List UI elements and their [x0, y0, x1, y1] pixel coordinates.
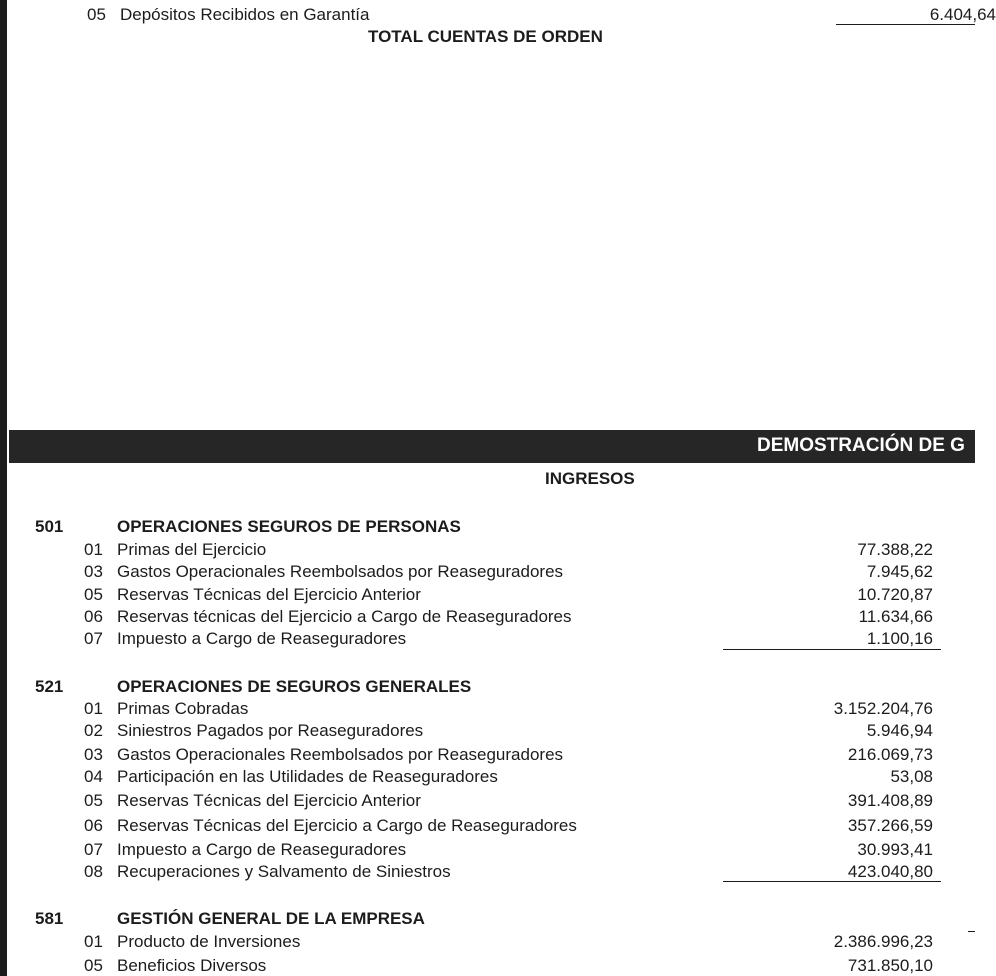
row-value: 357.266,59: [847, 816, 933, 835]
row-value: 216.069,73: [847, 745, 933, 764]
row-code: 06: [84, 816, 103, 835]
statement-title-banner: [9, 430, 975, 463]
row-value: 1.100,16: [866, 629, 933, 648]
row-value: 3.152.204,76: [833, 699, 933, 718]
ingresos-heading: INGRESOS: [545, 469, 635, 488]
row-label: Siniestros Pagados por Reaseguradores: [117, 721, 424, 740]
row-value: 2.386.996,23: [833, 932, 933, 951]
row-code: 01: [84, 540, 103, 559]
row-label: Reservas Técnicas del Ejercicio Anterior: [117, 585, 421, 604]
subtotal-underline: [836, 24, 975, 25]
section-code: 521: [35, 677, 64, 696]
left-border-rule: [0, 0, 7, 976]
row-value: 423.040,80: [847, 862, 933, 881]
row-code: 05: [84, 791, 103, 810]
row-value: 6.404,64: [929, 5, 996, 24]
row-value: 7.945,62: [866, 562, 933, 581]
section-code: 581: [35, 909, 64, 928]
section-title: OPERACIONES SEGUROS DE PERSONAS: [117, 517, 461, 536]
section-title: OPERACIONES DE SEGUROS GENERALES: [117, 677, 472, 696]
row-label: Impuesto a Cargo de Reaseguradores: [117, 840, 407, 859]
row-label: Impuesto a Cargo de Reaseguradores: [117, 629, 407, 648]
section-code: 501: [35, 517, 64, 536]
row-value: 11.634,66: [858, 607, 933, 626]
row-value: 30.993,41: [857, 840, 933, 859]
row-code: 02: [84, 721, 103, 740]
row-label: Participación en las Utilidades de Reaseguradores: [117, 767, 498, 786]
row-code: 01: [84, 699, 103, 718]
row-code: 07: [84, 840, 103, 859]
row-label: Primas del Ejercicio: [117, 540, 267, 559]
total-cuentas-de-orden-label: TOTAL CUENTAS DE ORDEN: [368, 27, 603, 46]
row-code: 01: [84, 932, 103, 951]
row-value: 53,08: [890, 767, 933, 786]
row-label: Reservas Técnicas del Ejercicio a Cargo de Reaseguradores: [117, 816, 577, 835]
row-value: 5.946,94: [866, 721, 933, 740]
row-label: Depósitos Recibidos en Garantía: [120, 5, 370, 24]
row-code: 05: [87, 5, 106, 24]
row-label: Primas Cobradas: [117, 699, 249, 718]
row-code: 05: [84, 956, 103, 975]
row-label: Beneficios Diversos: [117, 956, 267, 975]
row-code: 08: [84, 862, 103, 881]
row-value: 391.408,89: [847, 791, 933, 810]
subtotal-underline: [723, 881, 941, 882]
row-label: Reservas técnicas del Ejercicio a Cargo de Reaseguradores: [117, 607, 572, 626]
row-value: 10.720,87: [857, 585, 933, 604]
statement-title: DEMOSTRACIÓN DE G: [757, 435, 965, 456]
subtotal-underline: [723, 649, 941, 650]
row-label: Reservas Técnicas del Ejercicio Anterior: [117, 791, 421, 810]
row-label: Producto de Inversiones: [117, 932, 301, 951]
row-label: Gastos Operacionales Reembolsados por Reaseguradores: [117, 562, 564, 581]
row-label: Gastos Operacionales Reembolsados por Reaseguradores: [117, 745, 564, 764]
row-value: 731.850,10: [847, 956, 933, 975]
row-code: 05: [84, 585, 103, 604]
column-rule-fragment: [968, 931, 975, 932]
row-code: 07: [84, 629, 103, 648]
section-title: GESTIÓN GENERAL DE LA EMPRESA: [117, 909, 425, 928]
row-code: 04: [84, 767, 103, 786]
row-label: Recuperaciones y Salvamento de Siniestros: [117, 862, 451, 881]
row-code: 06: [84, 607, 103, 626]
row-value: 77.388,22: [857, 540, 933, 559]
row-code: 03: [84, 562, 103, 581]
row-code: 03: [84, 745, 103, 764]
